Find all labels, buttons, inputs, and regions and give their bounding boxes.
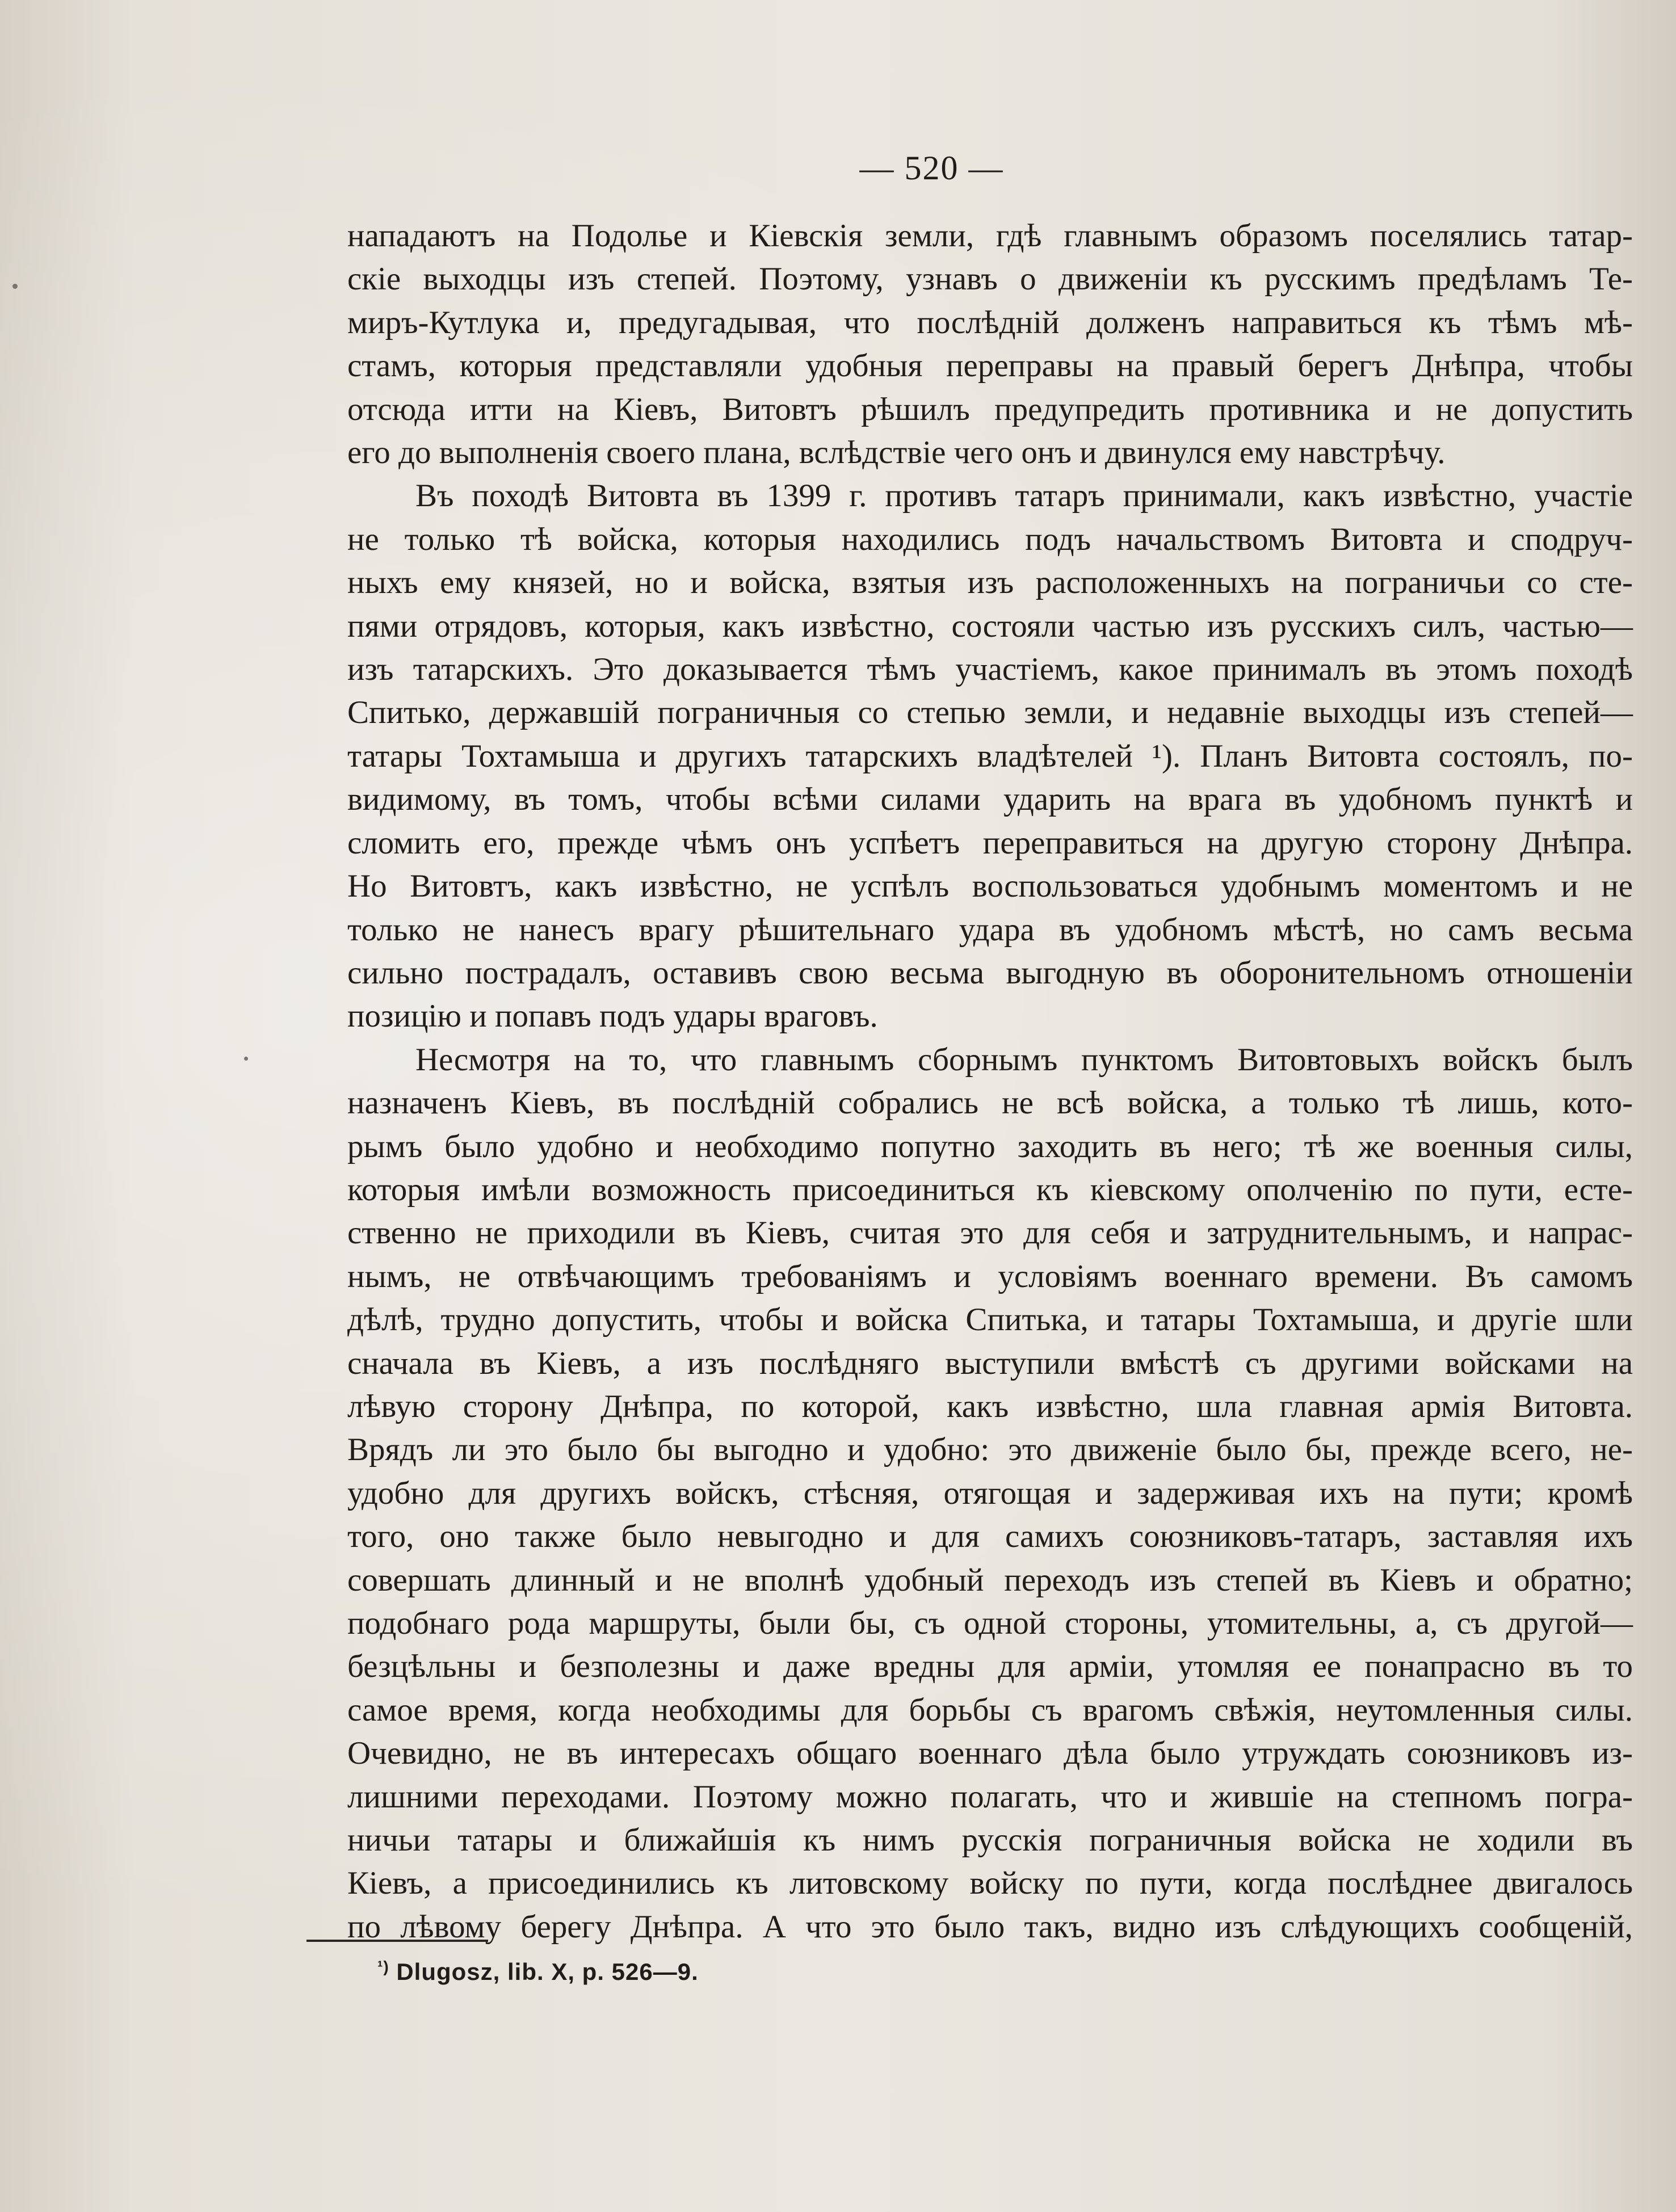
text-line: удобно для другихъ войскъ, стѣсняя, отягощая и задерживая ихъ на пути; кромѣ <box>347 1475 1633 1511</box>
text-line: изъ татарскихъ. Это доказывается тѣмъ участіемъ, какое принималъ въ этомъ походѣ <box>347 651 1633 688</box>
text-line: татары Тохтамыша и другихъ татарскихъ владѣтелей ¹). Планъ Витовта состоялъ, по- <box>347 738 1633 774</box>
text-line: нападаютъ на Подолье и Кіевскія земли, гдѣ главнымъ образомъ поселялись татар- <box>347 218 1633 254</box>
text-line: ныхъ ему князей, но и войска, взятыя изъ расположенныхъ на пограничьи со сте- <box>347 565 1633 601</box>
text-line: нымъ, не отвѣчающимъ требованіямъ и условіямъ военнаго времени. Въ самомъ <box>347 1258 1633 1294</box>
text-line: лѣвую сторону Днѣпра, по которой, какъ извѣстно, шла главная армія Витовта. <box>347 1388 1633 1424</box>
text-line: того, оно также было невыгодно и для самихъ союзниковъ-татаръ, заставляя ихъ <box>347 1519 1633 1555</box>
paragraph-3 <box>347 1038 1633 1949</box>
text-line: ственно не приходили въ Кіевъ, считая это для себя и затруднительнымъ, и напрас- <box>347 1215 1633 1251</box>
text-line: сначала въ Кіевъ, а изъ послѣдняго выступили вмѣстѣ съ другими войсками на <box>347 1345 1633 1381</box>
text-line: Спитько, державшій пограничныя со степью земли, и недавніе выходцы изъ степей— <box>347 695 1633 731</box>
text-line: Но Витовтъ, какъ извѣстно, не успѣлъ воспользоваться удобнымъ моментомъ и не <box>347 868 1633 905</box>
footnote <box>377 1958 699 1986</box>
text-line: Очевидно, не въ интересахъ общаго военнаго дѣла было утруждать союзниковъ из- <box>347 1735 1633 1772</box>
text-line: сильно пострадалъ, оставивъ свою весьма выгодную въ оборонительномъ отношеніи <box>347 954 1633 991</box>
text-line: рымъ было удобно и необходимо попутно заходить въ него; тѣ же военныя силы, <box>347 1128 1633 1164</box>
footnote-divider <box>306 1940 488 1942</box>
footnote-marker: ¹) <box>377 1958 389 1975</box>
text-line: дѣлѣ, трудно допустить, чтобы и войска Спитька, и татары Тохтамыша, и другіе шли <box>347 1302 1633 1338</box>
text-line: Несмотря на то, что главнымъ сборнымъ пунктомъ Витовтовыхъ войскъ былъ <box>415 1041 1633 1078</box>
text-line: пями отрядовъ, которыя, какъ извѣстно, состояли частью изъ русскихъ силъ, частью— <box>347 608 1633 644</box>
footnote-text: Dlugosz, lib. X, p. 526—9. <box>396 1958 699 1985</box>
text-line: скіе выходцы изъ степей. Поэтому, узнавъ о движеніи къ русскимъ предѣламъ Те- <box>347 261 1633 297</box>
text-line: подобнаго рода маршруты, были бы, съ одной стороны, утомительны, а, съ другой— <box>347 1605 1633 1641</box>
text-line: Кіевъ, а присоединились къ литовскому войску по пути, когда послѣднее двигалось <box>347 1865 1633 1902</box>
paper-speck <box>12 284 18 289</box>
body-text <box>347 215 1633 1949</box>
text-line: Врядъ ли это было бы выгодно и удобно: это движеніе было бы, прежде всего, не- <box>347 1432 1633 1468</box>
text-line: лишними переходами. Поэтому можно полагать, что и жившіе на степномъ погра- <box>347 1778 1633 1815</box>
text-line: видимому, въ томъ, чтобы всѣми силами ударить на врага въ удобномъ пунктѣ и <box>347 781 1633 818</box>
text-line: отсюда итти на Кіевъ, Витовтъ рѣшилъ предупредить противника и не допустить <box>347 391 1633 427</box>
text-line: стамъ, которыя представляли удобныя переправы на правый берегъ Днѣпра, чтобы <box>347 348 1633 384</box>
text-line: которыя имѣли возможность присоединиться къ кіевскому ополченію по пути, есте- <box>347 1171 1633 1208</box>
paragraph-1 <box>347 215 1633 474</box>
page-number: — 520 — <box>859 149 1004 187</box>
text-line: позицію и попавъ подъ удары враговъ. <box>347 998 878 1034</box>
text-line: самое время, когда необходимы для борьбы съ врагомъ свѣжія, неутомленныя силы. <box>347 1692 1633 1728</box>
text-line: Въ походѣ Витовта въ 1399 г. противъ татаръ принимали, какъ извѣстно, участіе <box>415 478 1633 514</box>
text-line: назначенъ Кіевъ, въ послѣдній собрались не всѣ войска, а только тѣ лишь, кото- <box>347 1085 1633 1121</box>
text-line: безцѣльны и безполезны и даже вредны для арміи, утомляя ее понапрасно въ то <box>347 1649 1633 1685</box>
text-line: его до выполненія своего плана, вслѣдствіе чего онъ и двинулся ему навстрѣчу. <box>347 435 1446 471</box>
paragraph-2 <box>347 474 1633 1038</box>
text-line: ничьи татары и ближайшія къ нимъ русскія пограничныя войска не ходили въ <box>347 1822 1633 1858</box>
text-line: миръ-Кутлука и, предугадывая, что послѣдній долженъ направиться къ тѣмъ мѣ- <box>347 304 1633 340</box>
text-line: только не нанесъ врагу рѣшительнаго удара въ удобномъ мѣстѣ, но самъ весьма <box>347 911 1633 948</box>
text-line: не только тѣ войска, которыя находились подъ начальствомъ Витовта и сподруч- <box>347 521 1633 557</box>
paper-speck <box>244 1057 248 1061</box>
text-line: сломить его, прежде чѣмъ онъ успѣетъ переправиться на другую сторону Днѣпра. <box>347 825 1633 861</box>
text-line: по лѣвому берегу Днѣпра. А что это было такъ, видно изъ слѣдующихъ сообщеній, <box>347 1908 1633 1945</box>
text-line: совершать длинный и не вполнѣ удобный переходъ изъ степей въ Кіевъ и обратно; <box>347 1562 1633 1598</box>
